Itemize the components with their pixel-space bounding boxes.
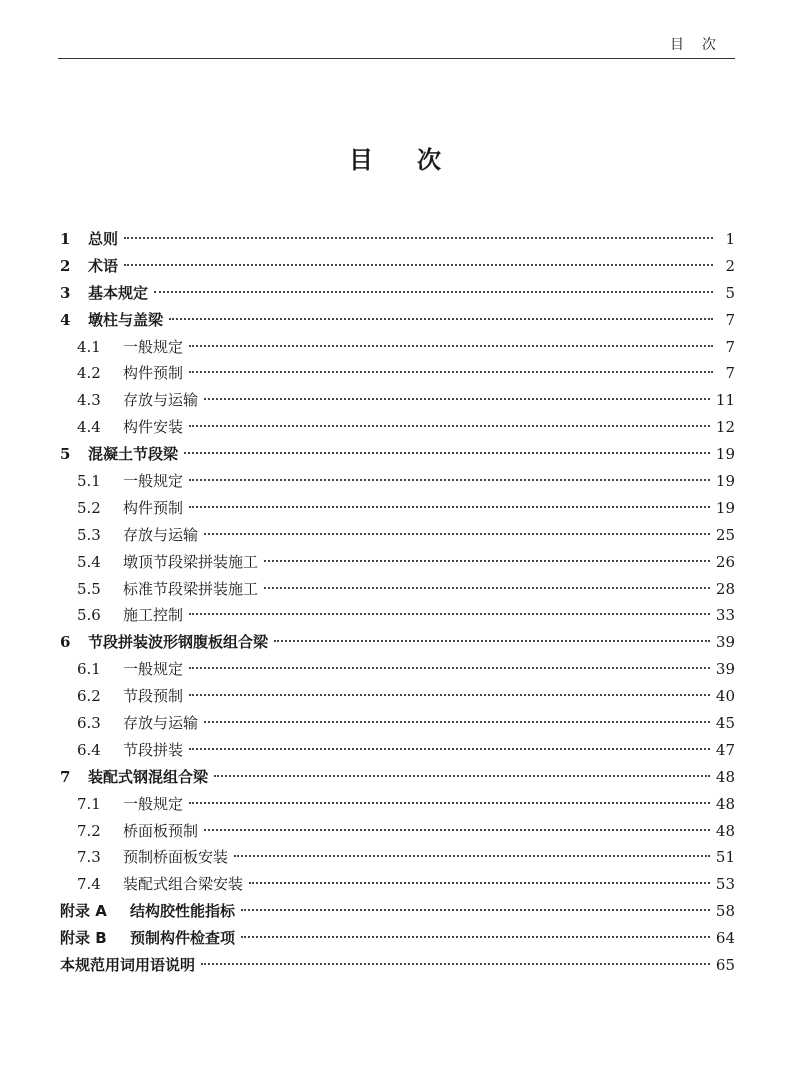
dot-leader xyxy=(189,667,710,669)
toc-entry-title: 节段拼装波形钢腹板组合梁 xyxy=(88,633,269,652)
dot-leader xyxy=(124,264,713,266)
dot-leader xyxy=(184,452,710,454)
toc-entry-number: 5.2 xyxy=(77,498,101,517)
toc-entry-number: 附录 B xyxy=(60,929,107,948)
toc-entry-title: 总则 xyxy=(88,230,119,248)
toc-entry-page: 19 xyxy=(715,445,735,464)
dot-leader xyxy=(204,398,710,400)
toc-entry-number: 5.1 xyxy=(77,472,101,491)
toc-entry-page: 5 xyxy=(725,283,735,302)
toc-entry[interactable] xyxy=(60,414,735,441)
toc-entry-page: 7 xyxy=(725,310,735,329)
toc-entry-number: 4.2 xyxy=(77,364,101,383)
dot-leader xyxy=(189,748,710,750)
toc-entry-title: 一般规定 xyxy=(123,472,184,491)
toc-entry-page: 48 xyxy=(715,794,735,813)
toc-entry[interactable] xyxy=(60,576,735,603)
toc-entry[interactable] xyxy=(60,226,735,253)
toc-entry-number: 6 xyxy=(60,633,71,652)
page-title: 目次 xyxy=(349,146,485,174)
toc-entry-number: 7.4 xyxy=(77,875,101,894)
toc-entry[interactable] xyxy=(60,253,735,280)
toc-entry-number: 1 xyxy=(60,230,71,248)
toc-entry-number: 5.5 xyxy=(77,579,101,598)
dot-leader xyxy=(189,613,710,615)
dot-leader xyxy=(249,882,710,884)
toc-entry[interactable] xyxy=(60,602,735,629)
toc-entry[interactable] xyxy=(60,710,735,737)
toc-entry-page: 47 xyxy=(715,740,735,759)
toc-entry-number: 4 xyxy=(60,310,71,329)
dot-leader xyxy=(124,237,713,239)
dot-leader xyxy=(189,425,710,427)
toc-entry-page: 2 xyxy=(725,256,735,275)
toc-entry-page: 26 xyxy=(715,552,735,571)
toc-entry-number: 6.1 xyxy=(77,660,101,679)
toc-entry-page: 11 xyxy=(715,391,735,410)
toc-entry-page: 19 xyxy=(715,472,735,491)
dot-leader xyxy=(264,560,710,562)
toc-entry-title: 标准节段梁拼装施工 xyxy=(123,579,259,598)
toc-entry-number: 5 xyxy=(60,445,71,464)
toc-entry-page: 40 xyxy=(715,687,735,706)
toc-entry-title: 一般规定 xyxy=(123,337,184,356)
toc-entry[interactable] xyxy=(60,468,735,495)
dot-leader xyxy=(241,909,710,911)
toc-entry-title: 节段拼装 xyxy=(123,740,184,759)
toc-entry-number: 5.4 xyxy=(77,552,101,571)
toc-entry-title: 混凝土节段梁 xyxy=(88,445,179,464)
toc-entry[interactable] xyxy=(60,441,735,468)
dot-leader xyxy=(214,775,710,777)
toc-entry-page: 12 xyxy=(715,418,735,437)
toc-entry-page: 48 xyxy=(715,767,735,786)
toc-entry-page: 33 xyxy=(715,606,735,625)
toc-entry-title: 本规范用词用语说明 xyxy=(60,956,196,975)
toc-entry[interactable] xyxy=(60,307,735,334)
toc-entry-title: 存放与运输 xyxy=(123,525,199,544)
toc-entry-title: 术语 xyxy=(88,256,119,275)
toc-entry-number: 4.3 xyxy=(77,391,101,410)
toc-entry-title: 一般规定 xyxy=(123,660,184,679)
dot-leader xyxy=(189,345,713,347)
toc-entry[interactable] xyxy=(60,952,735,979)
header-rule xyxy=(58,58,735,59)
toc-entry[interactable] xyxy=(60,360,735,387)
dot-leader xyxy=(189,694,710,696)
toc-entry[interactable] xyxy=(60,683,735,710)
toc-entry-title: 桥面板预制 xyxy=(123,821,199,840)
toc-entry-number: 5.3 xyxy=(77,525,101,544)
toc-entry-number: 2 xyxy=(60,256,71,275)
toc-entry-page: 7 xyxy=(725,364,735,383)
dot-leader xyxy=(169,318,713,320)
dot-leader xyxy=(264,587,710,589)
toc-entry-page: 51 xyxy=(715,848,735,867)
dot-leader xyxy=(189,802,710,804)
toc-entry-page: 39 xyxy=(715,660,735,679)
toc-entry-number: 3 xyxy=(60,283,71,302)
toc-entry-title: 一般规定 xyxy=(123,794,184,813)
toc-entry[interactable] xyxy=(60,387,735,414)
toc-entry-title: 装配式钢混组合梁 xyxy=(88,767,209,786)
toc-entry-number: 6.3 xyxy=(77,714,101,733)
toc-entry-page: 19 xyxy=(715,498,735,517)
toc-entry-page: 39 xyxy=(715,633,735,652)
toc-entry-title: 构件预制 xyxy=(123,364,184,383)
toc-entry[interactable] xyxy=(60,656,735,683)
toc-entry-title: 构件安装 xyxy=(123,418,184,437)
toc-entry-number: 7.3 xyxy=(77,848,101,867)
toc-entry-page: 25 xyxy=(715,525,735,544)
toc-entry-number: 4.1 xyxy=(77,337,101,356)
toc-entry[interactable] xyxy=(60,898,735,925)
toc-entry-number: 7 xyxy=(60,767,71,786)
dot-leader xyxy=(154,291,713,293)
toc-entry[interactable] xyxy=(60,334,735,361)
toc-entry[interactable] xyxy=(60,844,735,871)
dot-leader xyxy=(201,963,710,965)
toc-entry-title: 施工控制 xyxy=(123,606,184,625)
toc-entry-page: 58 xyxy=(715,902,735,921)
dot-leader xyxy=(204,721,710,723)
toc-entry-title: 构件预制 xyxy=(123,498,184,517)
toc-entry[interactable] xyxy=(60,871,735,898)
toc-entry[interactable] xyxy=(60,549,735,576)
dot-leader xyxy=(189,506,710,508)
toc-entry[interactable] xyxy=(60,791,735,818)
toc-entry[interactable] xyxy=(60,737,735,764)
toc-entry-number: 7.1 xyxy=(77,794,101,813)
dot-leader xyxy=(189,479,710,481)
toc-entry-page: 53 xyxy=(715,875,735,894)
toc-entry-number: 附录 A xyxy=(60,902,107,921)
dot-leader xyxy=(234,855,710,857)
dot-leader xyxy=(189,371,713,373)
toc-entry-title: 节段预制 xyxy=(123,687,184,706)
toc-entry-page: 65 xyxy=(715,956,735,975)
toc-entry-page: 7 xyxy=(725,337,735,356)
toc-entry-number: 4.4 xyxy=(77,418,101,437)
toc-entry[interactable] xyxy=(60,522,735,549)
toc-entry-page: 64 xyxy=(715,929,735,948)
dot-leader xyxy=(204,533,710,535)
dot-leader xyxy=(241,936,710,938)
toc-entry-title: 墩顶节段梁拼装施工 xyxy=(123,552,259,571)
toc-entry-number: 5.6 xyxy=(77,606,101,625)
toc-entry-page: 1 xyxy=(725,230,735,248)
table-of-contents xyxy=(60,226,735,979)
toc-entry[interactable] xyxy=(60,818,735,845)
toc-entry-number: 7.2 xyxy=(77,821,101,840)
toc-entry-number: 6.2 xyxy=(77,687,101,706)
toc-entry-title: 预制构件检查项 xyxy=(130,929,236,948)
toc-entry-number: 6.4 xyxy=(77,740,101,759)
toc-entry-title: 预制桥面板安装 xyxy=(123,848,229,867)
toc-entry[interactable] xyxy=(60,495,735,522)
toc-entry[interactable] xyxy=(60,629,735,656)
toc-entry[interactable] xyxy=(60,925,735,952)
toc-entry-title: 存放与运输 xyxy=(123,391,199,410)
toc-entry-title: 结构胶性能指标 xyxy=(130,902,236,921)
toc-entry-title: 存放与运输 xyxy=(123,714,199,733)
toc-entry[interactable] xyxy=(60,280,735,307)
toc-entry-page: 48 xyxy=(715,821,735,840)
dot-leader xyxy=(204,829,710,831)
toc-entry-page: 28 xyxy=(715,579,735,598)
dot-leader xyxy=(274,640,710,642)
toc-entry[interactable] xyxy=(60,764,735,791)
running-header: 目次 xyxy=(670,37,734,53)
toc-entry-title: 装配式组合梁安装 xyxy=(123,875,244,894)
toc-entry-title: 墩柱与盖梁 xyxy=(88,310,164,329)
toc-entry-title: 基本规定 xyxy=(88,283,149,302)
toc-entry-page: 45 xyxy=(715,714,735,733)
